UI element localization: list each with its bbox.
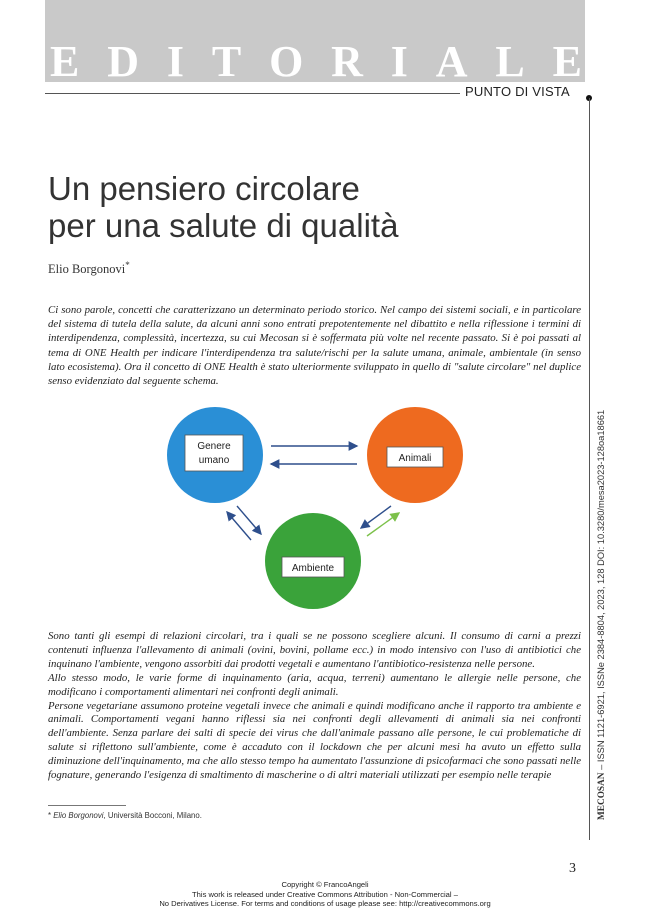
banner-letter: I: [390, 37, 408, 86]
banner-letter: A: [435, 37, 468, 86]
article-body: [48, 630, 581, 783]
banner-letter: D: [107, 37, 139, 86]
label-genere: Genere: [197, 441, 231, 452]
circular-health-diagram: [165, 402, 485, 612]
arrow-human-to-environment: [237, 506, 261, 534]
footnote-rule: [48, 805, 126, 806]
banner-letter: O: [269, 37, 304, 86]
side-details: – ISSN 1121-6921, ISSNe 2384-8804, 2023, 128 DOI: 10.3280/mesa2023-128oa18661: [596, 409, 606, 773]
banner-letter: E: [50, 37, 80, 86]
title-line-1: Un pensiero circolare: [48, 170, 360, 207]
author-line: [48, 260, 130, 277]
body-paragraph-1: Sono tanti gli esempi di relazioni circolari, tra i quali se ne possono scegliere alcuni. Il consumo di carni a prezzi contenuti influenza l'allevamento di animali (ovini, bovini, pollame ecc.) in modo intensivo con l'uso di antibiotici che inquinano l'ambiente, vengono assorbiti dai prodotti vegetali e aumentano l'antibiotico-resistenza nelle persone.: [48, 630, 581, 670]
footnote: [48, 811, 202, 820]
banner-letter: I: [166, 37, 184, 86]
article-title: [48, 170, 568, 244]
license-line-3: No Derivatives License. For terms and conditions of usage please see: http://creativecommons.org: [159, 899, 491, 908]
side-journal: MECOSAN: [597, 772, 607, 820]
arrow-environment-to-human: [227, 512, 251, 540]
banner-title: [50, 37, 582, 87]
banner-letter: T: [211, 37, 242, 86]
author-mark: *: [125, 260, 130, 270]
section-label: PUNTO DI VISTA: [465, 84, 570, 99]
banner-letter: E: [552, 37, 582, 86]
license-notice: [0, 880, 650, 909]
footnote-affiliation: , Università Bocconi, Milano.: [103, 811, 202, 820]
body-paragraph-3: Persone vegetariane assumono proteine vegetali invece che animali e quindi modificano anche il rapporto tra ambiente e animali. Comportamenti vegani hanno riflessi sia nei confronti degli allevamenti di animali sia nei confronti dell'ambiente. Senza parlare dei salti di specie dei virus che dall'animale passano alle persone, le cui problematiche di salute si riflettono sull'ambiente, come è accaduto con il lockdown che per alcuni mesi ha avuto un effetto sulla diminuzione dell'inquinamento, ma che allo stesso tempo ha aumentato l'assunzione di psicofarmaci che sono passati nelle fognature, generando l'esigenza di smaltimento di mascherine o di altri materiali utilizzati per esempio nelle terapie: [48, 699, 581, 782]
body-paragraph-2: Allo stesso modo, le varie forme di inquinamento (aria, acqua, terreni) aumentano le allergie nelle persone, che modificano i comportamenti alimentari nei confronti degli animali.: [48, 671, 581, 698]
label-animali: Animali: [398, 453, 432, 464]
label-umano: umano: [198, 455, 230, 466]
license-line-1: Copyright © FrancoAngeli: [281, 880, 369, 889]
footnote-name: Elio Borgonovi: [53, 811, 104, 820]
vertical-rule: [589, 98, 590, 840]
header-rule: [45, 93, 460, 94]
arrow-environment-to-animals: [367, 513, 399, 536]
label-ambiente: Ambiente: [291, 563, 335, 574]
banner-letter: R: [331, 37, 363, 86]
footnote-mark: *: [48, 811, 52, 820]
license-line-2: This work is released under Creative Commons Attribution - Non-Commercial –: [192, 889, 458, 899]
author-name: Elio Borgonovi: [48, 262, 126, 277]
banner-letter: L: [495, 37, 525, 86]
abstract: Ci sono parole, concetti che caratterizzano un determinato periodo storico. Nel campo dei sistemi sociali, e in particolare del sistema di tutela della salute, da alcuni anni sono entrati prepotentemente nel dibattito e nella riflessione i termini di interdipendenza, complessità, incertezza, su cui Mecosan si è soffermata più volte nel recente passato. Si è poi passati al tema di ONE Health per indicare l'interdipendenza tra salute/rischi per la salute umana, animale, ambientale (in senso lato ecosistema). Ora il concetto di ONE Health è stato ulteriormente sviluppato in quello di "salute circolare" nel duplice senso evidenziato dal seguente schema.: [48, 304, 581, 388]
side-citation: [596, 410, 607, 820]
title-line-2: per una salute di qualità: [48, 207, 399, 244]
arrow-animals-to-environment: [361, 506, 391, 528]
page-number: 3: [569, 861, 576, 876]
